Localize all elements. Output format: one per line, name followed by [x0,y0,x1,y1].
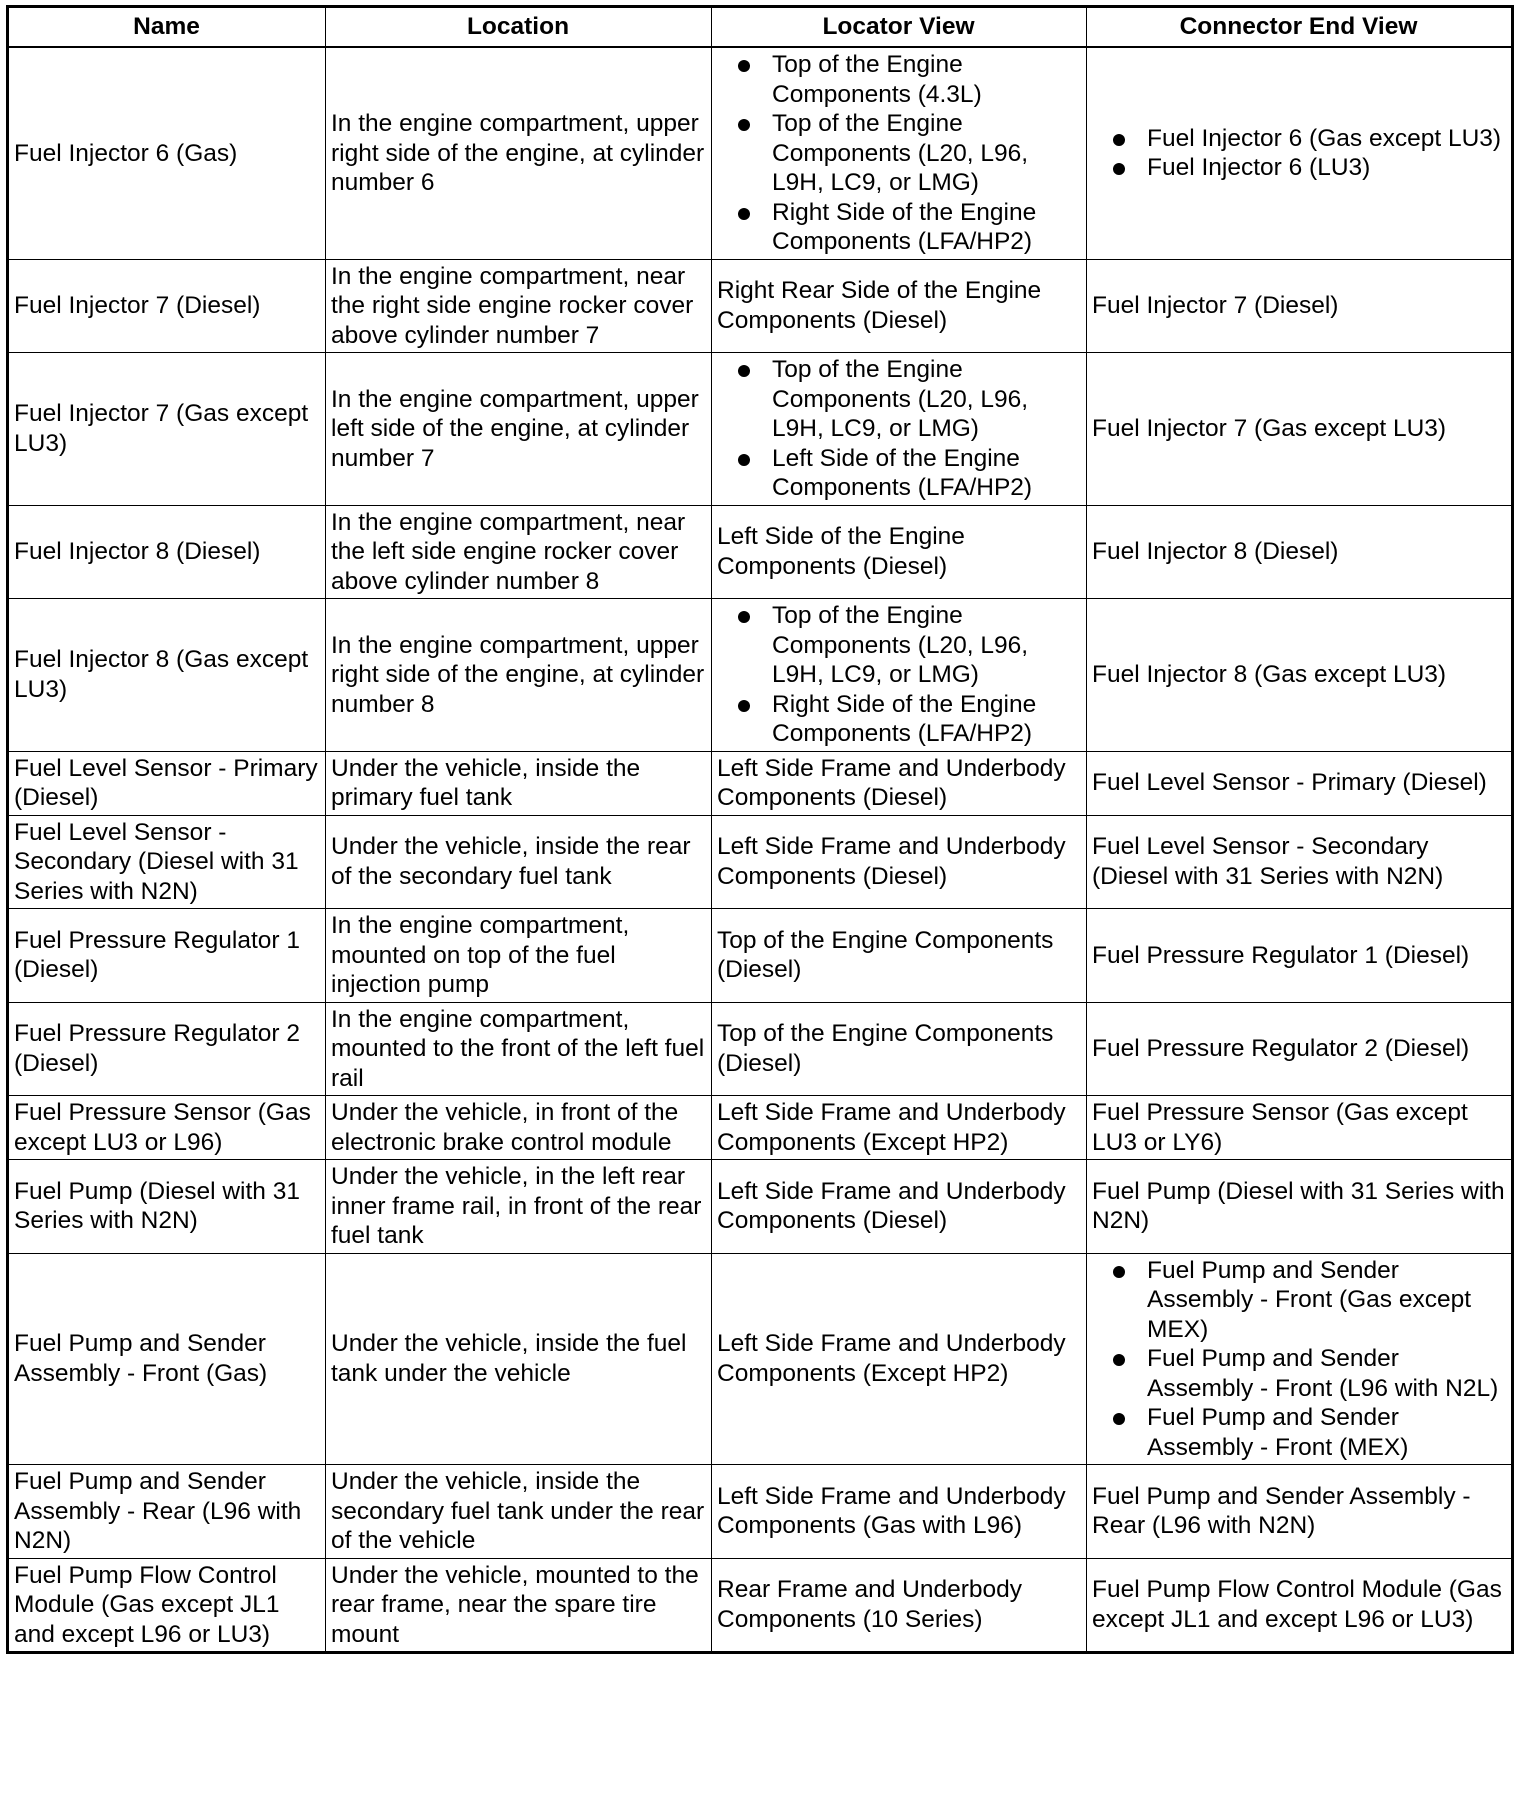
component-locator-table [6,5,1514,1654]
cell-connector-end-view: Fuel Injector 7 (Gas except LU3) [1087,353,1513,506]
header-connector-end-view: Connector End View [1087,7,1513,48]
cell-connector-end-view: Fuel Injector 7 (Diesel) [1087,259,1513,353]
cell-locator-view: Left Side Frame and Underbody Components (Diesel) [712,815,1087,909]
table-row [8,259,1513,353]
table-row [8,1160,1513,1254]
table-body [8,47,1513,1653]
bullet-item: Right Side of the Engine Components (LFA/HP2) [717,198,1080,257]
cell-name: Fuel Pressure Sensor (Gas except LU3 or L96) [8,1096,326,1160]
bullet-item: Fuel Pump and Sender Assembly - Front (L96 with N2L) [1092,1344,1505,1403]
bullet-list [717,601,1080,749]
cell-connector-end-view: Fuel Pump Flow Control Module (Gas except JL1 and except L96 or LU3) [1087,1558,1513,1653]
cell-location: Under the vehicle, inside the rear of the secondary fuel tank [326,815,712,909]
cell-locator-view: Left Side Frame and Underbody Components (Except HP2) [712,1253,1087,1465]
cell-locator-view: Rear Frame and Underbody Components (10 Series) [712,1558,1087,1653]
header-locator-view: Locator View [712,7,1087,48]
cell-location: Under the vehicle, mounted to the rear frame, near the spare tire mount [326,1558,712,1653]
cell-locator-view: Left Side Frame and Underbody Components (Except HP2) [712,1096,1087,1160]
cell-locator-view [712,353,1087,506]
table-row [8,815,1513,909]
cell-location: Under the vehicle, inside the fuel tank under the vehicle [326,1253,712,1465]
cell-location: Under the vehicle, inside the primary fuel tank [326,751,712,815]
cell-name: Fuel Pressure Regulator 1 (Diesel) [8,909,326,1003]
cell-locator-view: Top of the Engine Components (Diesel) [712,1002,1087,1096]
table-row [8,909,1513,1003]
table-row [8,505,1513,599]
cell-name: Fuel Pump (Diesel with 31 Series with N2N) [8,1160,326,1254]
bullet-item: Top of the Engine Components (L20, L96, L9H, LC9, or LMG) [717,355,1080,444]
table-row [8,1096,1513,1160]
bullet-item: Right Side of the Engine Components (LFA/HP2) [717,690,1080,749]
cell-connector-end-view: Fuel Injector 8 (Diesel) [1087,505,1513,599]
cell-locator-view [712,599,1087,752]
cell-locator-view: Left Side Frame and Underbody Components (Diesel) [712,1160,1087,1254]
cell-connector-end-view: Fuel Pressure Regulator 1 (Diesel) [1087,909,1513,1003]
cell-connector-end-view: Fuel Pump and Sender Assembly - Rear (L96 with N2N) [1087,1465,1513,1559]
cell-name: Fuel Pump Flow Control Module (Gas except JL1 and except L96 or LU3) [8,1558,326,1653]
cell-name: Fuel Pump and Sender Assembly - Front (Gas) [8,1253,326,1465]
table-row [8,353,1513,506]
cell-connector-end-view: Fuel Pressure Regulator 2 (Diesel) [1087,1002,1513,1096]
cell-name: Fuel Level Sensor - Secondary (Diesel with 31 Series with N2N) [8,815,326,909]
table-row [8,751,1513,815]
cell-name: Fuel Pressure Regulator 2 (Diesel) [8,1002,326,1096]
bullet-item: Fuel Pump and Sender Assembly - Front (Gas except MEX) [1092,1256,1505,1345]
cell-locator-view: Left Side of the Engine Components (Diesel) [712,505,1087,599]
bullet-item: Fuel Injector 6 (LU3) [1092,153,1505,183]
bullet-item: Fuel Injector 6 (Gas except LU3) [1092,124,1505,154]
cell-name: Fuel Injector 7 (Gas except LU3) [8,353,326,506]
bullet-list [1092,1256,1505,1463]
cell-name: Fuel Injector 6 (Gas) [8,47,326,259]
cell-location: Under the vehicle, inside the secondary fuel tank under the rear of the vehicle [326,1465,712,1559]
cell-name: Fuel Injector 7 (Diesel) [8,259,326,353]
cell-locator-view: Left Side Frame and Underbody Components (Diesel) [712,751,1087,815]
cell-name: Fuel Injector 8 (Diesel) [8,505,326,599]
cell-name: Fuel Injector 8 (Gas except LU3) [8,599,326,752]
bullet-list [717,355,1080,503]
table-row [8,1253,1513,1465]
cell-location: In the engine compartment, mounted on top of the fuel injection pump [326,909,712,1003]
bullet-item: Fuel Pump and Sender Assembly - Front (MEX) [1092,1403,1505,1462]
cell-connector-end-view [1087,1253,1513,1465]
table-row [8,47,1513,259]
cell-name: Fuel Pump and Sender Assembly - Rear (L96 with N2N) [8,1465,326,1559]
bullet-list [717,50,1080,257]
cell-locator-view: Top of the Engine Components (Diesel) [712,909,1087,1003]
table-row [8,599,1513,752]
cell-connector-end-view: Fuel Pressure Sensor (Gas except LU3 or LY6) [1087,1096,1513,1160]
bullet-item: Top of the Engine Components (L20, L96, L9H, LC9, or LMG) [717,601,1080,690]
bullet-item: Top of the Engine Components (L20, L96, L9H, LC9, or LMG) [717,109,1080,198]
cell-connector-end-view: Fuel Pump (Diesel with 31 Series with N2N) [1087,1160,1513,1254]
table-header [8,7,1513,48]
cell-location: In the engine compartment, near the right side engine rocker cover above cylinder number 7 [326,259,712,353]
cell-locator-view: Right Rear Side of the Engine Components (Diesel) [712,259,1087,353]
cell-location: Under the vehicle, in the left rear inner frame rail, in front of the rear fuel tank [326,1160,712,1254]
cell-connector-end-view [1087,47,1513,259]
table-row [8,1558,1513,1653]
cell-connector-end-view: Fuel Level Sensor - Primary (Diesel) [1087,751,1513,815]
cell-name: Fuel Level Sensor - Primary (Diesel) [8,751,326,815]
bullet-item: Top of the Engine Components (4.3L) [717,50,1080,109]
cell-locator-view [712,47,1087,259]
cell-connector-end-view: Fuel Level Sensor - Secondary (Diesel with 31 Series with N2N) [1087,815,1513,909]
cell-location: In the engine compartment, mounted to the front of the left fuel rail [326,1002,712,1096]
cell-location: In the engine compartment, near the left side engine rocker cover above cylinder number 8 [326,505,712,599]
cell-location: In the engine compartment, upper left side of the engine, at cylinder number 7 [326,353,712,506]
cell-location: Under the vehicle, in front of the electronic brake control module [326,1096,712,1160]
cell-locator-view: Left Side Frame and Underbody Components (Gas with L96) [712,1465,1087,1559]
table-row [8,1465,1513,1559]
cell-location: In the engine compartment, upper right side of the engine, at cylinder number 6 [326,47,712,259]
header-location: Location [326,7,712,48]
bullet-list [1092,124,1505,183]
bullet-item: Left Side of the Engine Components (LFA/HP2) [717,444,1080,503]
table-row [8,1002,1513,1096]
cell-connector-end-view: Fuel Injector 8 (Gas except LU3) [1087,599,1513,752]
cell-location: In the engine compartment, upper right side of the engine, at cylinder number 8 [326,599,712,752]
header-row [8,7,1513,48]
header-name: Name [8,7,326,48]
